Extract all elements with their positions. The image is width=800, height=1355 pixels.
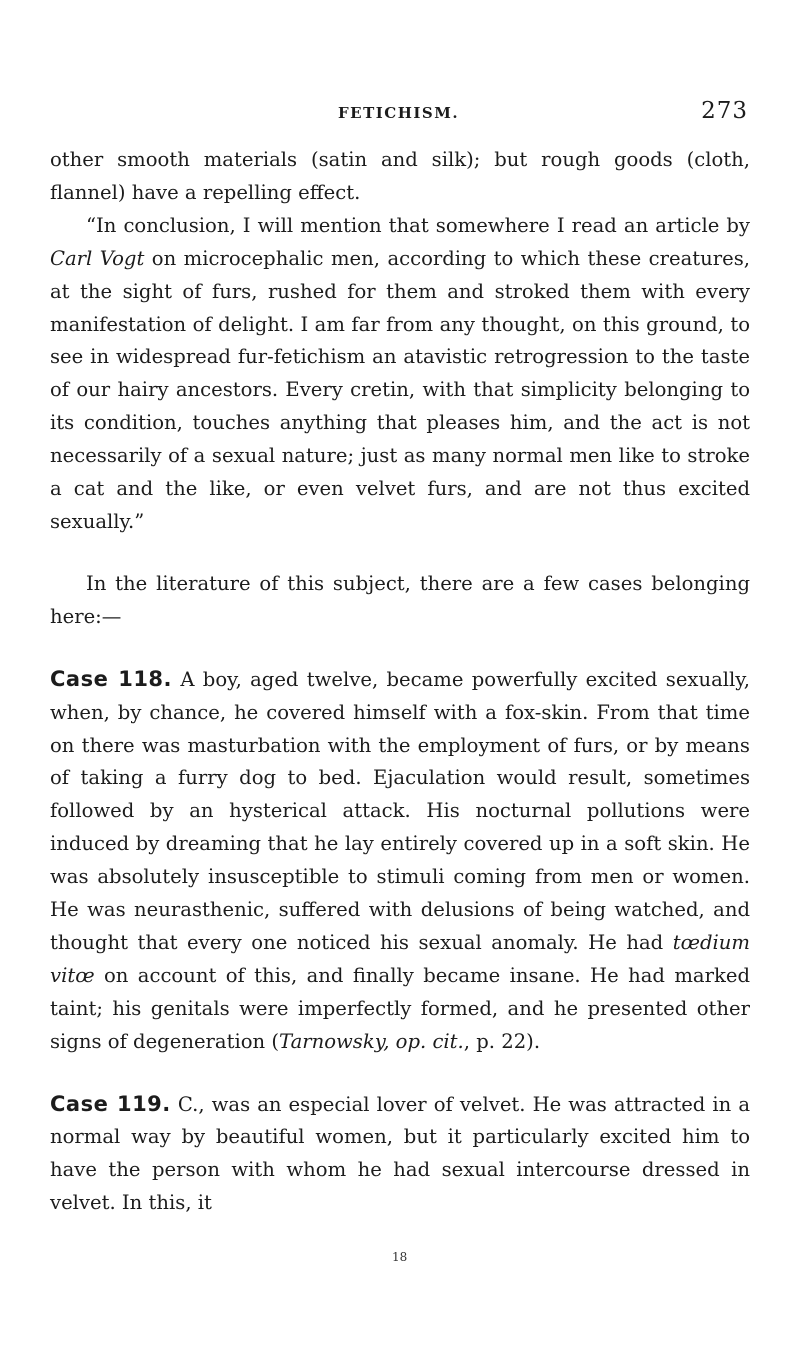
case-118-paragraph: [50, 663, 750, 1059]
text-run: In the literature of this subject, there are a few cases belonging here:—: [50, 571, 750, 628]
text-run: C., was an especial lover of velvet. He was attracted in a normal way by beautiful women, but it particularly excited him to have the person with whom he had sexual intercourse dressed in velvet. In this, it: [50, 1092, 750, 1215]
case-119-paragraph: [50, 1088, 750, 1221]
text-run: on account of this, and finally became insane. He had marked taint; his genitals were imperfectly formed, and he presented other signs of degeneration (: [50, 963, 750, 1053]
text-run: other smooth materials (satin and silk); but rough goods (cloth, flannel) have a repelling effect.: [50, 148, 750, 204]
printer-signature: 18: [392, 1250, 408, 1264]
italic-text: tœdium vitœ: [50, 930, 750, 987]
text-run: , p. 22).: [463, 1029, 541, 1053]
case-label: Case 118.: [50, 666, 173, 691]
page-number: 273: [701, 98, 748, 124]
paragraph-continuation: [50, 144, 750, 210]
italic-text: Carl Vogt: [50, 246, 145, 270]
text-run: A boy, aged twelve, became powerfully excited sexually, when, by chance, he covered himself with a fox-skin. From that time on there was masturbation with the employment of furs, or by means of taking a furry dog to bed. Ejaculation would result, sometimes followed by an hysterical attack. His nocturnal pollutions were induced by dreaming that he lay entirely covered up in a soft skin. He was absolutely insusceptible to stimuli coming from men or women. He was neurasthenic, suffered with delusions of being watched, and thought that every one noticed his sexual anomaly. He had: [50, 667, 751, 954]
text-run: on microcephalic men, according to which these creatures, at the sight of furs, rushed for them and stroked them with every manifestation of delight. I am far from any thought, on this ground, to see in widespread fur-fetichism an atavistic retrogression to the taste of our hairy ancestors. Every cretin, with that simplicity belonging to its condition, touches anything that pleases him, and the act is not necessarily of a sexual nature; just as many normal men like to stroke a cat and the like, or even velvet furs, and are not thus excited sexually.”: [50, 246, 750, 533]
italic-text: Tarnowsky, op. cit.: [279, 1029, 464, 1053]
text-run: “In conclusion, I will mention that somewhere I read an article by: [86, 213, 750, 237]
paragraph-literature-intro: [50, 568, 750, 634]
page-header: [50, 98, 750, 138]
paragraph-quote-conclusion: [50, 210, 750, 539]
case-label: Case 119.: [50, 1091, 171, 1116]
body-text: [50, 144, 750, 1220]
running-title: FETICHISM.: [338, 104, 460, 122]
